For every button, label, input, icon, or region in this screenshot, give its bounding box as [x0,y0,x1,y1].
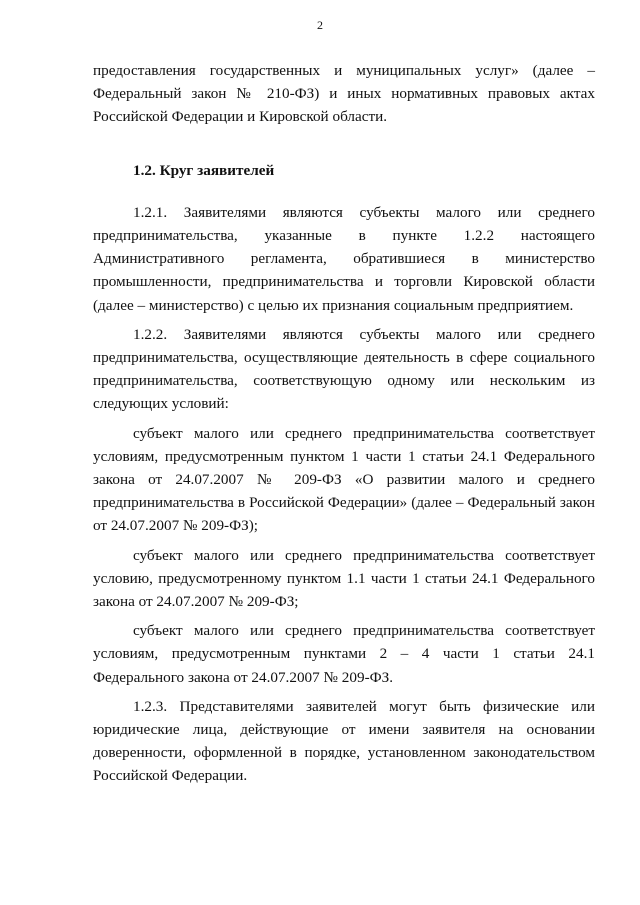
condition-paragraph-3: субъект малого или среднего предпринимательства соответствует условиям, предусмотренным пунктами 2 – 4 части 1 статьи 24.1 Федерального закона от 24.07.2007 № 209-ФЗ. [93,622,595,686]
paragraph-1-2-2: 1.2.2. Заявителями являются субъекты малого или среднего предпринимательства, осуществляющие деятельность в сфере социального предпринимательства, соответствующую одному или нескольким из следующих условий: [93,325,595,413]
intro-paragraph: предоставления государственных и муниципальных услуг» (далее – Федеральный закон № 210-ФЗ) и иных нормативных правовых актах Российской Федерации и Кировской области. [93,62,595,126]
condition-paragraph-1: субъект малого или среднего предпринимательства соответствует условиям, предусмотренным пунктом 1 части 1 статьи 24.1 Федерального закона от 24.07.2007 № 209-ФЗ «О развитии малого и среднего предпринимательства в Российской Федерации» (далее – Федеральный закон от 24.07.2007 № 209-ФЗ); [93,424,595,535]
paragraph-1-2-3: 1.2.3. Представителями заявителей могут быть физические или юридические лица, действующие от имени заявителя на основании доверенности, оформленной в порядке, установленном законодательством Российской Федерации. [93,697,595,785]
page-number: 2 [317,18,323,32]
paragraph-1-2-1: 1.2.1. Заявителями являются субъекты малого или среднего предпринимательства, указанные в пункте 1.2.2 настоящего Административного регламента, обратившиеся в министерство промышленности, предпринимательства и торговли Кировской области (далее – министерство) с целью их признания социальным предприятием. [93,203,595,314]
section-heading: 1.2. Круг заявителей [133,161,275,179]
condition-paragraph-2: субъект малого или среднего предпринимательства соответствует условию, предусмотренному пунктом 1.1 части 1 статьи 24.1 Федерального закона от 24.07.2007 № 209-ФЗ; [93,546,595,611]
document-body [93,59,595,788]
